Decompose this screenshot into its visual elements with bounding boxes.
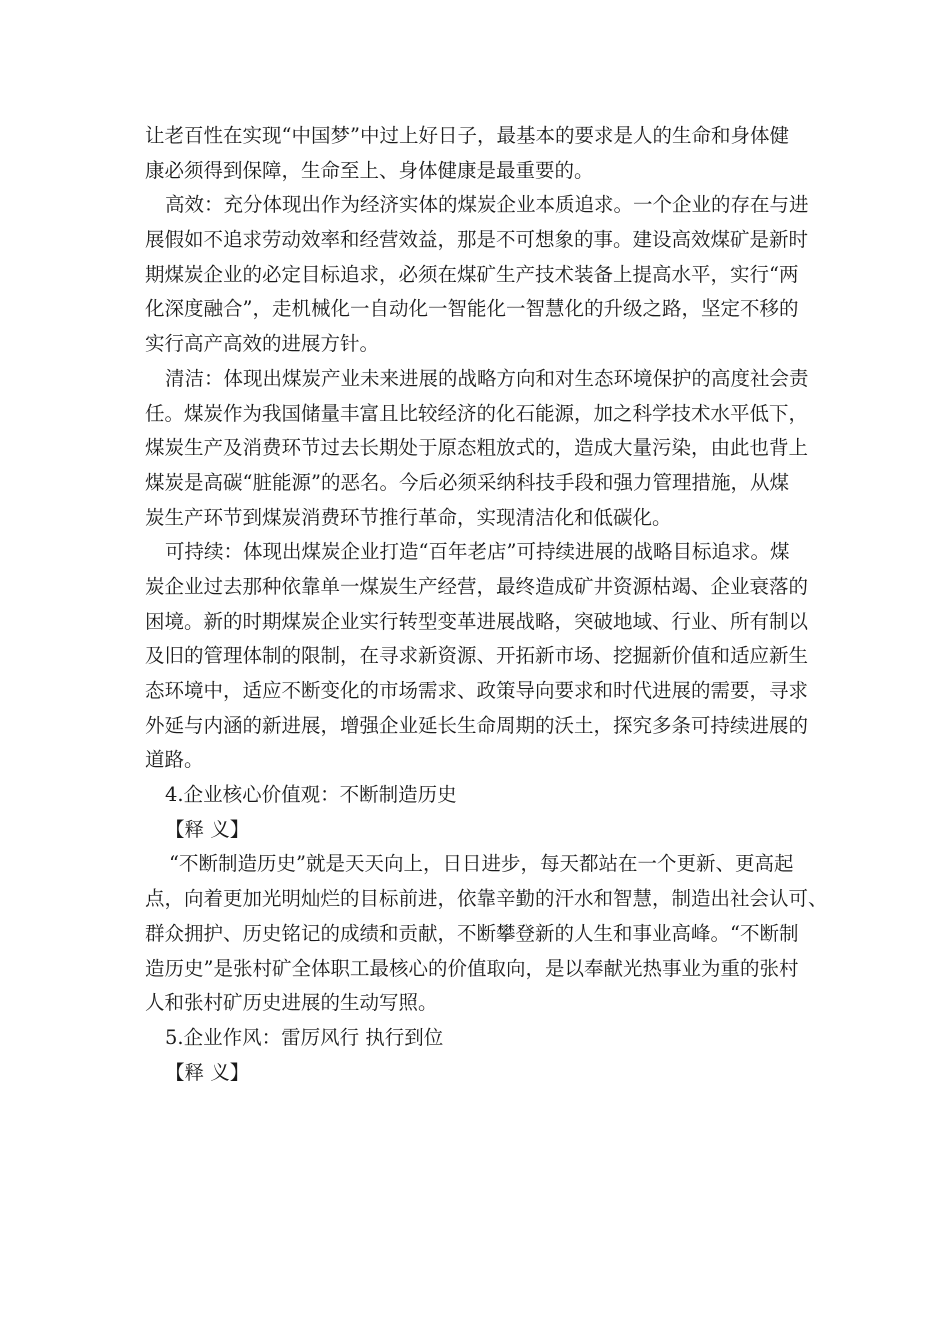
text-line: 道路。 — [145, 748, 204, 772]
text-line: 实行高产高效的进展方针。 — [145, 332, 380, 356]
text-line: 及旧的管理体制的限制，在寻求新资源、开拓新市场、挖掘新价值和适应新生 — [145, 644, 809, 668]
text-line: 外延与内涵的新进展，增强企业延长生命周期的沃土，探究多条可持续进展的 — [145, 713, 809, 737]
text-line: “不断制造历史”就是天天向上，日日进步，每天都站在一个更新、更高起 — [169, 852, 794, 876]
text-line: 可持续：体现出煤炭企业打造“百年老店”可持续进展的战略目标追求。煤 — [165, 540, 790, 564]
text-line: 清洁：体现出煤炭产业未来进展的战略方向和对生态环境保护的高度社会责 — [165, 366, 809, 390]
text-line: 任。煤炭作为我国储量丰富且比较经济的化石能源，加之科学技术水平低下， — [145, 401, 809, 425]
text-line: 人和张村矿历史进展的生动写照。 — [145, 991, 438, 1015]
text-line: 造历史”是张村矿全体职工最核心的价值取向，是以奉献光热事业为重的张村 — [145, 956, 799, 980]
text-line: 康必须得到保障，生命至上、身体健康是最重要的。 — [145, 158, 594, 182]
section-heading: 4.企业核心价值观：不断制造历史 — [165, 783, 457, 807]
text-line: 化深度融合”，走机械化一自动化一智能化一智慧化的升级之路，坚定不移的 — [145, 297, 799, 321]
text-line: 让老百性在实现“中国梦”中过上好日子，最基本的要求是人的生命和身体健 — [145, 124, 789, 147]
text-line: 煤炭生产及消费环节过去长期处于原态粗放式的，造成大量污染，由此也背上 — [145, 436, 809, 460]
text-line: 态环境中，适应不断变化的市场需求、政策导向要求和时代进展的需要，寻求 — [145, 679, 809, 702]
text-line: 展假如不追求劳动效率和经营效益，那是不可想象的事。建设高效煤矿是新时 — [145, 228, 809, 252]
body-text — [145, 119, 828, 1090]
text-line: 期煤炭企业的必定目标追求，必须在煤矿生产技术装备上提高水平，实行“两 — [145, 262, 799, 286]
text-line: 群众拥护、历史铭记的成绩和贡献，不断攀登新的人生和事业高峰。“不断制 — [145, 921, 799, 945]
text-line: 困境。新的时期煤炭企业实行转型变革进展战略，突破地域、行业、所有制以 — [145, 609, 809, 633]
section-subheading: 【释 义】 — [165, 817, 250, 841]
text-line: 煤炭是高碳“脏能源”的恶名。今后必须采纳科技手段和强力管理措施，从煤 — [145, 470, 789, 494]
section-heading: 5.企业作风：雷厉风行 执行到位 — [165, 1025, 444, 1049]
text-line: 高效：充分体现出作为经济实体的煤炭企业本质追求。一个企业的存在与进 — [165, 193, 809, 217]
text-line: 炭企业过去那种依靠单一煤炭生产经营，最终造成矿井资源枯竭、企业衰落的 — [145, 574, 809, 598]
text-line: 炭生产环节到煤炭消费环节推行革命，实现清洁化和低碳化。 — [145, 505, 672, 529]
section-subheading: 【释 义】 — [165, 1060, 250, 1084]
text-line: 点，向着更加光明灿烂的目标前进，依靠辛勤的汗水和智慧，制造出社会认可、 — [145, 887, 828, 911]
